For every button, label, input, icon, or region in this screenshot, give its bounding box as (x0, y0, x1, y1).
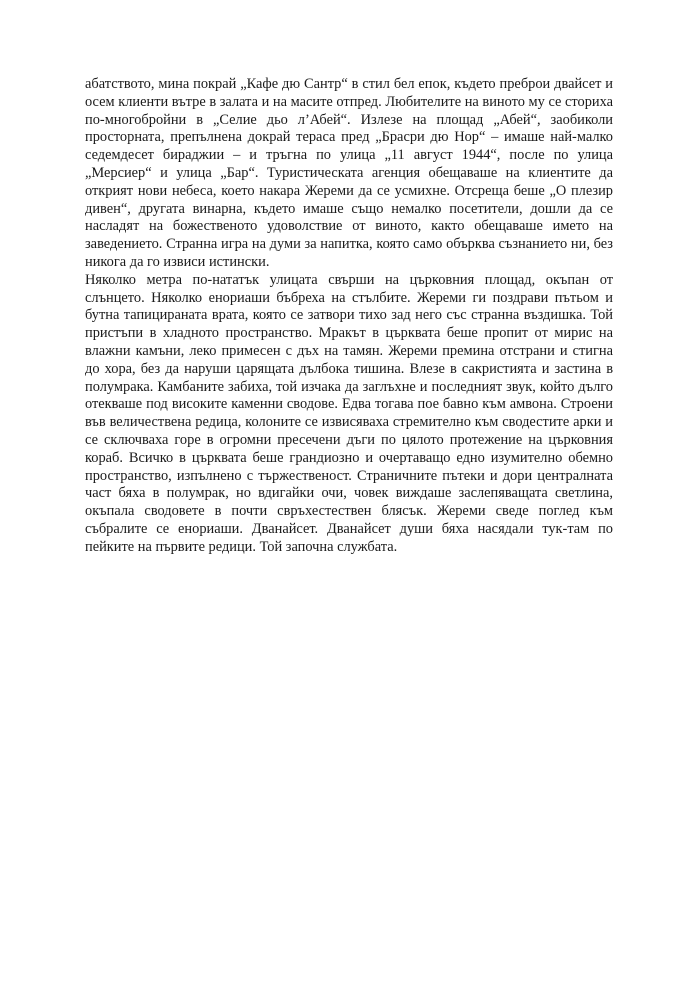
paragraph-2: Няколко метра по-нататък улицата свърши на църковния площад, окъпан от слънцето. Няколко енориаши бъбреха на стълбите. Жереми ги поздрави пътьом и бутна тапицираната врата, която се затвори тихо зад него със странна въздишка. Той пристъпи в хладното пространство. Мракът в църквата беше пропит от мирис на влажни камъни, леко примесен с дъх на тамян. Жереми премина отстрани и стигна до хора, без да наруши царящата дълбока тишина. Влезе в сакристията и застина в полумрака. Камбаните забиха, той изчака да заглъхне и последният звук, който дълго отекваше под високите каменни сводове. Едва тогава пое бавно към амвона. Строени във величествена редица, колоните се извисяваха стремително към сводестите арки и се сключваха горе в огромни пресечени дъги по цялото протежение на църковния кораб. Всичко в църквата беше грандиозно и очертаващо едно изумително обемно пространство, изпълнено с тържественост. Страничните пътеки и дори централната част бяха в полумрак, но вдигайки очи, човек виждаше заслепяващата светлина, окъпала сводовете в почти свръхестествен блясък. Жереми сведе поглед към събралите се енориаши. Дванайсет. Дванайсет души бяха насядали тук-там по пейките на първите редици. Той започна службата. (85, 271, 613, 555)
paragraph-1: абатството, мина покрай „Кафе дю Сантр“ в стил бел епок, където преброи двайсет и осем клиенти вътре в залата и на масите отпред. Любителите на виното му се сториха по-многобройни в „Селие дьо л’Абей“. Излезе на площад „Абей“, заобиколи просторната, препълнена докрай тераса пред „Брасри дю Нор“ – имаше най-малко седемдесет бираджии – и тръгна по улица „11 август 1944“, после по улица „Мерсиер“ и улица „Бар“. Туристическата агенция обещаваше на клиентите да открият нови небеса, което накара Жереми да се усмихне. Отсреща беше „О плезир дивен“, другата винарна, където имаше също немалко посетители, дошли да се насладят на божественото удоволствие от виното, както обещаваше името на заведението. Странна игра на думи за напитка, която само обърква съзнанието ни, без никога да го извиси истински. (85, 76, 613, 270)
body-text (85, 76, 613, 557)
